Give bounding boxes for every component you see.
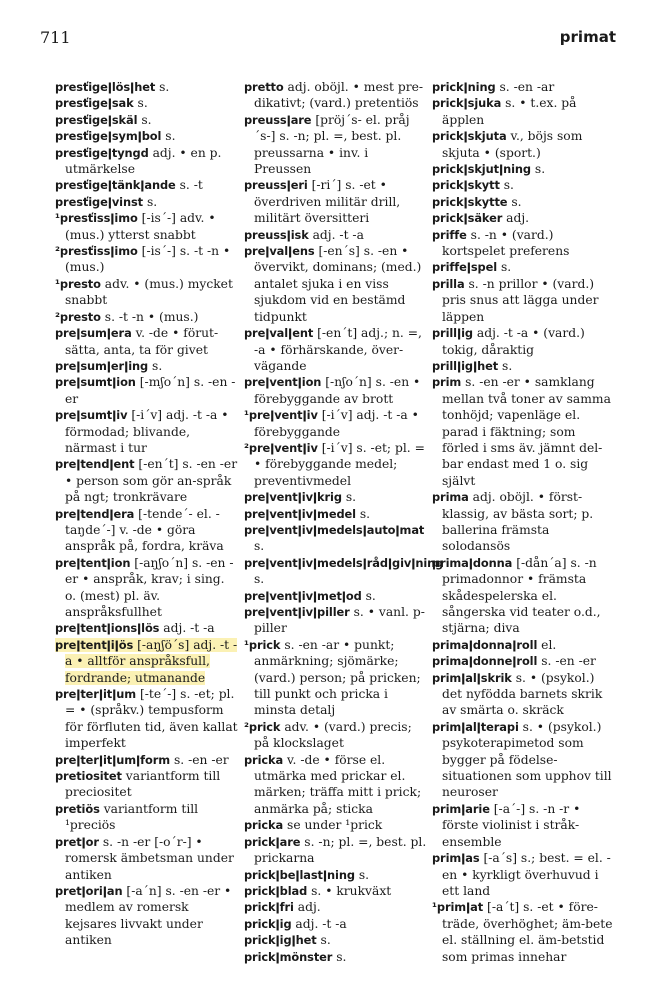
entry-body: variantform till preciositet: [65, 769, 221, 800]
headword: presťigeǀtänkǀande: [55, 178, 176, 193]
headword: pretiositet: [55, 769, 122, 784]
entry-body: s. -n; pl. =, best. pl. prickarna: [254, 834, 427, 866]
dictionary-entry: [55, 768, 238, 801]
entry-body: s. • krukväxt: [311, 883, 392, 898]
headword: preǀvalǀens: [244, 244, 315, 259]
dictionary-entry: [244, 588, 428, 604]
dictionary-entry: [244, 227, 428, 243]
dictionary-entry: [432, 161, 616, 177]
dictionary-entry: [244, 506, 428, 522]
dictionary-entry: [244, 522, 428, 555]
dictionary-entry: [244, 407, 428, 440]
headword: pricka: [244, 818, 284, 833]
entry-body: adv. • (vard.) precis; på klockslaget: [254, 719, 412, 751]
entry-body: s.: [146, 194, 158, 209]
headword: preussǀare: [244, 112, 312, 127]
dictionary-entry: [55, 752, 238, 768]
headword: presťigeǀsak: [55, 96, 134, 111]
entry-body: s.: [503, 178, 514, 193]
dictionary-entry: [55, 95, 238, 111]
entry-body: [-a´-] s. -n -r • förste violinist i stråk-ensemble: [442, 801, 581, 849]
headword: preǀsumtǀion: [55, 375, 136, 390]
headword: primaǀdonnaǀroll: [432, 637, 538, 652]
entry-body: s. • vanl. p-piller: [254, 605, 425, 636]
headword: ¹primǀat: [432, 900, 484, 915]
headword: prickǀblad: [244, 883, 308, 898]
dictionary-entry: [432, 358, 616, 374]
headword: prickǀmönster: [244, 949, 333, 964]
entry-body: s.: [365, 588, 376, 603]
column-1: [55, 79, 238, 949]
headword: preǀterǀitǀum: [55, 687, 137, 702]
entry-body: [pröj´s- el. pråj´s-] s. -n; pl. =, best. pl. preussarna • inv. i Preussen: [254, 112, 410, 177]
dictionary-entry: [432, 210, 616, 226]
headword: prickǀig: [244, 916, 292, 931]
headword: preǀventǀivǀmedelsǀautoǀmat: [244, 522, 425, 537]
entry-body: adj.: [297, 900, 321, 915]
dictionary-entry: [432, 899, 616, 965]
entry-body: s.: [165, 129, 176, 144]
entry-body: s. -en -er: [173, 752, 229, 767]
entry-body: s. • t.ex. på äpplen: [442, 96, 577, 127]
entry-body: s. -en -er • samklang mellan två toner av samma tonhöjd; vapenläge el. parad i fäktning; som förled i sms äv. jämnt del-bar endast med 1 o. sig självt: [442, 375, 611, 488]
dictionary-entry: [432, 653, 616, 669]
entry-body: s. -n prillor • (vard.) pris snus att lägga under läppen: [442, 276, 599, 324]
entry-body: [-dån´a] s. -n primadonnor • främsta skådespelerska el. sångerska vid teater o.d., stjärna; diva: [442, 555, 601, 636]
dictionary-entry: [244, 374, 428, 407]
entry-body: adv. • (mus.) mycket snabbt: [65, 276, 233, 308]
dictionary-entry: [244, 916, 428, 932]
entry-body: adj. oböjl. • mest pre-dikativt; (vard.) pretentiös: [254, 80, 424, 111]
entry-body: [-is´-] s. -t -n • (mus.): [65, 244, 231, 275]
entry-body: s. -en -ar: [499, 80, 555, 94]
headword: preǀventǀivǀkrig: [244, 490, 342, 505]
dictionary-entry: [55, 276, 238, 309]
dictionary-entry: [244, 834, 428, 867]
headword: preǀventǀivǀmetǀod: [244, 588, 362, 603]
headword: prim: [432, 375, 462, 390]
dictionary-entry: [432, 276, 616, 325]
dictionary-entry: [244, 489, 428, 505]
dictionary-entry: [55, 79, 238, 95]
headword: ²prick: [244, 719, 281, 734]
headword: primǀas: [432, 851, 480, 866]
dictionary-entry: [244, 440, 428, 489]
headword: prickǀskytte: [432, 194, 508, 209]
entry-body: [-a´t] s. -et • före-träde, överhöghet; äm-bete el. ställning el. äm-betstid som primas innehar: [442, 900, 613, 964]
entry-body: [-mʃo´n] s. -en -er: [65, 375, 236, 406]
entry-body: s. -n -er [-o´r-] • romersk ämbetsman under antiken: [65, 834, 234, 882]
entry-body: [-aŋʃo´n] s. -en -er • anspråk, krav; i sing. o. (mest) pl. äv. anspråksfullhet: [65, 555, 234, 619]
dictionary-entry: [244, 79, 428, 112]
dictionary-entry: [55, 834, 238, 883]
headword: prima: [432, 490, 469, 505]
headword: preǀtentǀiǀös: [55, 637, 134, 652]
headword: primaǀdonna: [432, 555, 513, 570]
headword: presťigeǀtyngd: [55, 145, 149, 160]
entry-body: s.: [359, 506, 371, 521]
dictionary-entry: [244, 243, 428, 325]
dictionary-entry: [432, 227, 616, 260]
headword: preǀvalǀent: [244, 326, 314, 341]
headword: ¹presťissǀimo: [55, 211, 138, 226]
page-number: 711: [40, 28, 71, 47]
dictionary-entry: [55, 210, 238, 243]
headword: presťigeǀsymǀbol: [55, 129, 162, 144]
dictionary-entry: [244, 949, 428, 965]
dictionary-entry: [244, 325, 428, 374]
entry-body: [-i´v] adj. -t -a • förmodad; blivande, närmast i tur: [65, 408, 229, 455]
entry-body: adj. -t -a: [163, 621, 215, 636]
entry-body: s.: [159, 80, 170, 94]
dictionary-entry: [244, 112, 428, 178]
entry-body: s.: [358, 867, 370, 882]
dictionary-entry: [55, 407, 238, 456]
headword: prickǀning: [432, 80, 496, 94]
entry-body: adj. oböjl. • först-klassig, av bästa sort; p. ballerina främsta solodansös: [442, 490, 594, 554]
headword: prickǀsjuka: [432, 96, 502, 111]
entry-body: s. -n • (vard.) kortspelet preferens: [442, 227, 570, 259]
dictionary-entry: [432, 801, 616, 850]
dictionary-entry: [244, 932, 428, 948]
dictionary-entry: [55, 801, 238, 834]
entry-body: [-en´t] s. -en -er • person som gör an-språk på ngt; tronkrävare: [65, 457, 238, 505]
headword: preussǀeri: [244, 178, 308, 193]
headword: primǀalǀskrik: [432, 670, 512, 685]
entry-body: [-is´-] adv. • (mus.) ytterst snabbt: [65, 211, 216, 242]
headword: prilla: [432, 276, 465, 291]
entry-body: [-ri´] s. -et • överdriven militär drill, militärt översitteri: [254, 178, 401, 226]
headword: prickǀare: [244, 834, 301, 849]
dictionary-entry: [432, 850, 616, 899]
entry-body: s.: [254, 572, 265, 587]
headword: pretǀor: [55, 834, 99, 849]
dictionary-entry: [244, 604, 428, 637]
headword: prickǀfri: [244, 900, 294, 915]
headword: preǀtendǀera: [55, 506, 135, 521]
dictionary-entry: [244, 555, 444, 588]
headword: preǀtentǀionsǀlös: [55, 621, 160, 636]
entry-body: adj. -t -a: [312, 227, 364, 242]
column-3: [432, 79, 616, 965]
entry-body: [-a´n] s. -en -er • medlem av romersk kejsares livvakt under antiken: [65, 883, 232, 948]
entry-body: variantform till ¹preciös: [65, 801, 199, 833]
headword: primǀalǀterapi: [432, 719, 519, 734]
running-head: primat: [559, 28, 616, 46]
entry-body: [-te´-] s. -et; pl. = • (språkv.) tempusform för förfluten tid, även kallat imperfekt: [65, 687, 238, 751]
headword: pricka: [244, 752, 284, 767]
headword: prillǀig: [432, 326, 473, 341]
headword: prickǀbeǀlastǀning: [244, 867, 355, 882]
entry-body: adj. • en p. utmärkelse: [65, 145, 222, 177]
headword: ²preǀventǀiv: [244, 440, 318, 455]
entry-body: s.: [137, 96, 148, 111]
dictionary-entry: [55, 358, 238, 374]
entry-body: adj. -t -a • (vard.) tokig, dåraktig: [442, 326, 585, 357]
entry-body: s. -en -ar • punkt; anmärkning; sjömärke; (vard.) person; på pricken; till punkt och pricka i minsta detalj: [254, 637, 421, 718]
dictionary-entry: [244, 752, 428, 818]
dictionary-entry: [432, 637, 616, 653]
headword: priffe: [432, 227, 467, 242]
entry-body: s.: [534, 162, 546, 177]
headword: prickǀskjutǀning: [432, 162, 531, 177]
entry-body: s. • (psykol.) psykoterapimetod som bygger på födelse-situationen som upphov till neuroser: [442, 719, 612, 800]
headword: preǀventǀivǀpiller: [244, 605, 350, 619]
dictionary-entry: [432, 128, 616, 161]
dictionary-entry: [55, 145, 238, 178]
entry-body: s.: [511, 194, 522, 209]
dictionary-entry: [55, 456, 238, 505]
headword: ²presto: [55, 309, 101, 324]
headword: pretiös: [55, 801, 100, 816]
dictionary-entry: [244, 899, 428, 915]
headword: prickǀskjuta: [432, 129, 507, 144]
headword: pretto: [244, 80, 284, 94]
dictionary-entry: [244, 867, 428, 883]
headword: ¹preǀventǀiv: [244, 408, 318, 423]
dictionary-entry: [55, 243, 238, 276]
entry-body: s.: [320, 933, 331, 948]
headword: preǀsumǀerǀing: [55, 358, 149, 373]
entry-body: s. • (psykol.) det nyfödda barnets skrik av smärta o. skräck: [442, 670, 603, 718]
dictionary-entry: [55, 325, 238, 358]
dictionary-entry: [55, 309, 238, 325]
dictionary-entry: [432, 95, 616, 128]
entry-body: el.: [541, 637, 557, 652]
dictionary-entry: [432, 670, 616, 719]
column-2: [244, 79, 444, 965]
entry-body: [-i´v] adj. -t -a • förebyggande: [254, 408, 419, 439]
dictionary-entry: [55, 194, 238, 210]
entry-body: s. -t -n • (mus.): [104, 309, 199, 324]
dictionary-entry: [244, 817, 428, 833]
dictionary-entry: [432, 719, 616, 801]
dictionary-entry: [55, 686, 238, 752]
headword: prickǀskytt: [432, 178, 500, 193]
dictionary-entry: [244, 719, 428, 752]
dictionary-entry: [55, 374, 238, 407]
headword: preussǀisk: [244, 227, 309, 242]
dictionary-entry: [432, 79, 616, 95]
dictionary-entry: [244, 637, 428, 719]
dictionary-entry: [55, 506, 238, 555]
dictionary-entry: [55, 883, 238, 949]
dictionary-entry: [55, 555, 238, 621]
headword: preǀventǀion: [244, 375, 322, 390]
headword: preǀsumǀera: [55, 326, 132, 341]
headword: presťigeǀskäl: [55, 112, 138, 127]
headword: primǀarie: [432, 801, 490, 816]
headword: ¹prick: [244, 637, 281, 652]
dictionary-entry: [55, 112, 238, 128]
dictionary-entry: [55, 128, 238, 144]
entry-body: [-a´s] s.; best. = el. -en • kyrkligt överhuvud i ett land: [442, 851, 611, 898]
entry-body: s.: [141, 112, 152, 127]
dictionary-entry: [244, 883, 428, 899]
headword: primaǀdonneǀroll: [432, 654, 538, 669]
headword: ¹presto: [55, 276, 101, 291]
headword: preǀsumtǀiv: [55, 408, 128, 423]
entry-body: v. -de • förut-sätta, anta, ta för givet: [65, 326, 219, 357]
entry-body: s.: [500, 260, 512, 275]
entry-body: s.: [502, 358, 513, 373]
entry-body: s.: [254, 539, 265, 554]
headword: preǀtentǀion: [55, 555, 131, 570]
headword: preǀterǀitǀumǀform: [55, 752, 171, 767]
entry-body: v., böjs som skjuta • (sport.): [442, 129, 583, 160]
dictionary-entry: [55, 620, 238, 636]
highlighted-entry: [55, 637, 238, 686]
dictionary-entry: [432, 177, 616, 193]
entry-body: [-nʃo´n] s. -en • förebyggande av brott: [254, 375, 421, 406]
entry-body: adj.: [506, 211, 530, 226]
entry-body: [-i´v] s. -et; pl. = • förebyggande medel; preventivmedel: [254, 440, 425, 488]
entry-body: [-aŋʃö´s] adj. -t -a • alltför anspråksfull, fordrande; utmanande: [65, 637, 238, 685]
dictionary-entry: [432, 194, 616, 210]
dictionary-entry: [432, 325, 616, 358]
headword: presťigeǀvinst: [55, 194, 144, 209]
entry-body: s. -en -er: [541, 654, 596, 669]
dictionary-entry: [432, 259, 616, 275]
headword: preǀtendǀent: [55, 457, 135, 472]
headword: presťigeǀlösǀhet: [55, 80, 156, 94]
dictionary-entry: [55, 177, 238, 193]
entry-body: [-tende´- el. -taŋde´-] v. -de • göra anspråk på, fordra, kräva: [65, 506, 224, 554]
headword: preǀventǀivǀmedelsǀrådǀgivǀning: [244, 555, 444, 570]
dictionary-entry: [432, 555, 616, 637]
dictionary-entry: [432, 374, 616, 489]
headword: prillǀigǀhet: [432, 358, 499, 373]
entry-body: se under ¹prick: [287, 818, 383, 833]
headword: preǀventǀivǀmedel: [244, 506, 356, 521]
headword: pretǀoriǀan: [55, 883, 123, 898]
entry-body: adj. -t -a: [295, 916, 347, 931]
highlight-marker: [55, 638, 237, 685]
headword: ²presťissǀimo: [55, 244, 138, 259]
headword: priffeǀspel: [432, 260, 498, 275]
headword: prickǀsäker: [432, 211, 503, 226]
entry-body: s.: [345, 490, 357, 505]
entry-body: s. -t: [179, 178, 203, 193]
entry-body: s.: [152, 358, 163, 373]
entry-body: [-en´s] s. -en • övervikt, dominans; (med.) antalet sjuka i en viss sjukdom vid en bestämd tidpunkt: [254, 244, 422, 324]
headword: prickǀigǀhet: [244, 933, 317, 948]
dictionary-entry: [432, 489, 616, 555]
entry-body: [-en´t] adj.; n. =, -a • förhärskande, över-vägande: [254, 326, 422, 373]
entry-body: v. -de • förse el. utmärka med prickar el. märken; träffa mitt i prick; anmärka på; sticka: [254, 752, 422, 816]
entry-body: s.: [336, 949, 347, 964]
dictionary-entry: [244, 177, 428, 226]
